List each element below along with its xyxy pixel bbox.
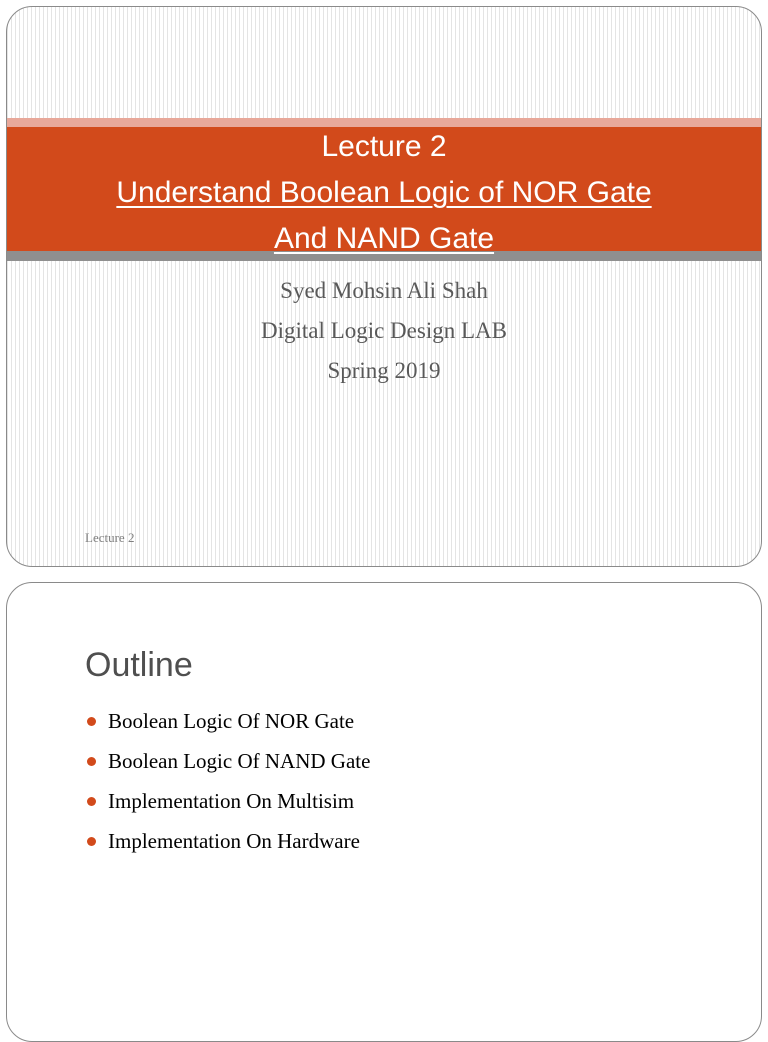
title-line-topic-cont: And NAND Gate: [273, 222, 495, 255]
title-line-lecture: Lecture 2: [321, 130, 447, 163]
list-item: [85, 701, 370, 741]
title-slide: [6, 6, 762, 567]
outline-title: Outline: [85, 646, 193, 684]
author-name: Syed Mohsin Ali Shah: [280, 278, 488, 303]
slide-footer: Lecture 2: [85, 530, 135, 545]
bullet-dot-icon: [87, 797, 96, 806]
term-label: Spring 2019: [327, 358, 441, 383]
list-item: [85, 741, 370, 781]
list-item-text: Implementation On Hardware: [108, 828, 360, 853]
list-item: [85, 821, 370, 861]
bullet-dot-icon: [87, 717, 96, 726]
slide-subtitle: [7, 271, 761, 391]
bullet-dot-icon: [87, 757, 96, 766]
outline-slide: [6, 582, 762, 1042]
list-item: [85, 781, 370, 821]
slide-title: [7, 124, 761, 262]
outline-list: [85, 701, 370, 861]
list-item-text: Boolean Logic Of NOR Gate: [108, 708, 355, 733]
title-line-topic: Understand Boolean Logic of NOR Gate: [116, 176, 652, 209]
bullet-dot-icon: [87, 837, 96, 846]
course-name: Digital Logic Design LAB: [261, 318, 507, 343]
list-item-text: Boolean Logic Of NAND Gate: [108, 748, 371, 773]
list-item-text: Implementation On Multisim: [108, 788, 355, 813]
